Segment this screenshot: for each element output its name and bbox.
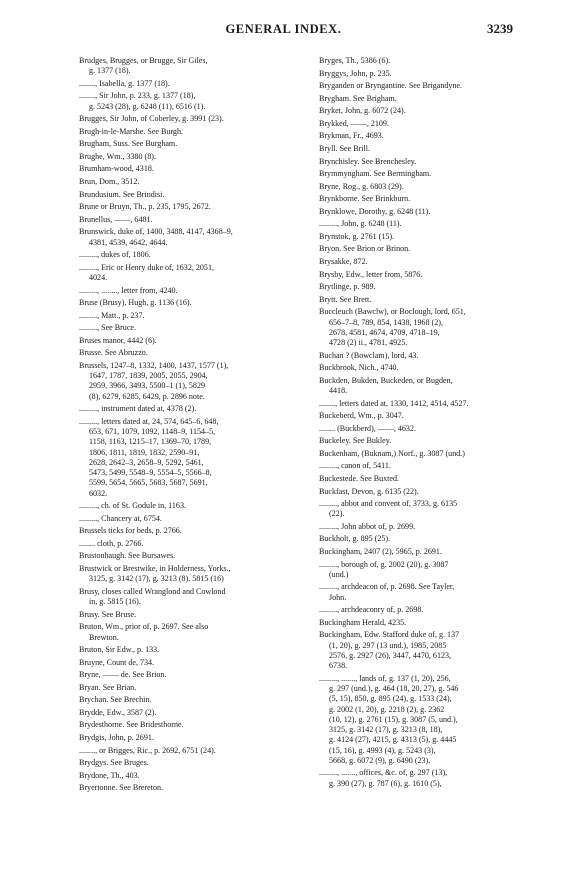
index-entry: [79, 708, 293, 718]
index-entry: [79, 417, 293, 499]
index-entry: [79, 215, 293, 225]
index-entry-headline: Buckenham, (Buknam,) Norf., g. 3087 (und.): [319, 448, 465, 458]
index-column-right: [319, 56, 533, 791]
index-entry-headline: Buckeberd, Wm., p. 3047.: [319, 411, 404, 421]
index-entry: [79, 164, 293, 174]
index-entry: [319, 436, 533, 446]
index-entry: [79, 564, 293, 585]
index-entry-headline: Buchan ? (Bowclam), lord, 43.: [319, 350, 419, 360]
index-entry: [79, 361, 293, 402]
index-entry-continuation: 656–7–8, 789, 854, 1438, 1968 (2),: [329, 317, 443, 327]
index-entry-headline: Brynkborne. See Brinkburn.: [319, 194, 411, 204]
index-entry-headline: ........., Matt., p. 237.: [79, 310, 145, 320]
index-entry-headline: Brysakke, 872.: [319, 257, 368, 266]
index-entry: [79, 695, 293, 705]
index-entry-headline: Brusse. See Abruzzo.: [79, 348, 148, 358]
index-entry-continuation: 4024.: [89, 272, 108, 282]
index-entry: [319, 499, 533, 520]
index-entry-headline: Bryne, Rog., g. 6803 (29).: [319, 181, 404, 191]
index-entry-headline: Bryges, Th., 5386 (6).: [319, 56, 391, 65]
index-entry-headline: Brytlinge, p. 989.: [319, 282, 376, 292]
index-entry: [79, 587, 293, 608]
index-entry-continuation: 3125, g. 3142 (17), g. 3213 (8, 18),: [329, 725, 443, 735]
index-entry: [319, 282, 533, 292]
index-entry-continuation: g. 4124 (27), 4215, g. 4313 (5), g. 4445: [329, 735, 457, 745]
index-entry-continuation: g. 297 (und.), g. 464 (18, 20, 27), g. 546: [329, 683, 459, 693]
index-entry-headline: ........, Sir John, p. 233, g. 1377 (18),: [79, 91, 196, 101]
index-entry: [319, 768, 533, 789]
index-entry-headline: ........., ......., lands of, g. 137 (1, 20), 256,: [319, 673, 451, 683]
index-entry: [319, 618, 533, 628]
index-entry-continuation: 1158, 1163, 1215–17, 1369–70, 1789,: [89, 437, 212, 447]
index-entry-continuation: g. 2002 (1, 20), g. 2218 (2), g. 2362: [329, 704, 445, 714]
index-entry-headline: Brussels ticks for beds, p. 2766.: [79, 526, 182, 536]
index-entry-headline: ........., borough of, g. 2002 (20), g. 3087: [319, 559, 449, 569]
index-entry: [79, 91, 293, 112]
index-entry: [319, 244, 533, 254]
index-entry-headline: Bruyne, Count de, 734.: [79, 657, 155, 667]
index-entry-headline: Buckfast, Devon, g. 6135 (22).: [319, 486, 419, 496]
index-entry: [79, 733, 293, 743]
index-entry: [79, 56, 293, 77]
index-entry-headline: Brydesthorne. See Bridesthorne.: [79, 720, 184, 730]
index-entry-continuation: 4381, 4539, 4642, 4644.: [89, 237, 168, 247]
index-entry: [79, 526, 293, 536]
index-entry-headline: Brune or Bruyn, Th., p. 235, 1795, 2672.: [79, 202, 211, 212]
index-entry-continuation: Brewton.: [89, 632, 119, 642]
index-entry: [319, 69, 533, 79]
index-entry: [319, 560, 533, 581]
index-entry-continuation: 1806, 1811, 1819, 1832, 2590–91,: [89, 447, 200, 457]
index-entry-headline: Brusy, closes called Wranglond and Cowlond: [79, 586, 226, 596]
index-entry-continuation: 4418.: [329, 386, 348, 395]
index-entry-continuation: (15, 16), g. 4993 (4), g. 5243 (3),: [329, 745, 436, 755]
index-entry-continuation: John.: [329, 592, 347, 602]
index-entry: [319, 307, 533, 348]
index-entry-continuation: 653, 671, 1079, 1092, 1148–9, 1154–5,: [89, 427, 216, 437]
index-entry: [319, 547, 533, 557]
index-entry: [319, 219, 533, 229]
index-entry-headline: ........, or Brigges, Ric., p. 2692, 6751 (24).: [79, 745, 216, 755]
index-entry-headline: ........., ch. of St. Godule in, 1163.: [79, 501, 186, 511]
index-entry-headline: Brygham. See Brigham.: [319, 93, 397, 103]
index-entry: [319, 182, 533, 192]
index-entry: [319, 487, 533, 497]
index-entry-headline: Buckeley. See Bukley.: [319, 436, 392, 446]
index-entry: [79, 250, 293, 260]
index-entry: [319, 522, 533, 532]
index-entry-headline: Brun, Dom., 3512.: [79, 177, 140, 187]
index-entry: [319, 157, 533, 167]
index-entry: [79, 348, 293, 358]
index-entry-headline: Brussels, 1247–8, 1332, 1400, 1437, 1577 (1),: [79, 360, 229, 370]
index-entry: [319, 630, 533, 671]
index-entry-continuation: (1, 20), g. 297 (13 und.), 1985, 2085: [329, 640, 447, 650]
index-entry-headline: Brymmyngham. See Bermingham.: [319, 169, 432, 179]
index-entry-headline: ........ cloth, p. 2766.: [79, 538, 144, 548]
index-entry: [79, 177, 293, 187]
index-entry: [319, 674, 533, 766]
index-entry: [319, 295, 533, 305]
index-entry-headline: Bryganden or Bryngantine. See Brigandyne.: [319, 81, 463, 91]
index-entry-headline: ........., ........, letter from, 4240.: [79, 285, 178, 295]
index-entry: [319, 131, 533, 141]
index-entry-continuation: 2678, 4581, 4674, 4709, 4718–19,: [329, 327, 440, 337]
index-entry: [319, 94, 533, 104]
index-entry: [79, 720, 293, 730]
index-entry-headline: Bruton, Sir Edw., p. 133.: [79, 645, 160, 655]
index-entry-continuation: 6738.: [329, 661, 348, 671]
index-entry: [319, 232, 533, 242]
index-entry: [79, 404, 293, 414]
index-entry-headline: Brustwick or Brestwike, in Holderness, Yorks.,: [79, 564, 231, 574]
index-entry: [79, 127, 293, 137]
index-entry: [319, 582, 533, 603]
index-entry-headline: ........., canon of, 5411.: [319, 461, 391, 471]
index-entry-headline: Brynchisley. See Brenchesley.: [319, 156, 417, 166]
index-entry-headline: ........., Eric or Henry duke of, 1632, 2051,: [79, 262, 214, 272]
index-entry-continuation: (und.): [329, 569, 349, 579]
index-entry: [79, 286, 293, 296]
index-entry-continuation: (5, 15), 850, g. 895 (24), g. 1533 (24),: [329, 694, 452, 704]
index-entry-headline: ........., John abbot of, p. 2699.: [319, 521, 416, 531]
index-entry-headline: ........., archdeaconry of, p. 2698.: [319, 605, 424, 615]
index-entry-headline: Buckbrook, Nich., 4740.: [319, 363, 399, 373]
index-entry: [79, 783, 293, 793]
index-entry: [319, 399, 533, 409]
index-entry: [319, 106, 533, 116]
index-entry: [79, 79, 293, 89]
index-entry: [79, 683, 293, 693]
index-entry-headline: Brunellus, ——, 6481.: [79, 214, 153, 224]
index-entry-continuation: in, g. 5815 (16).: [89, 597, 141, 607]
index-entry-headline: ........, letters dated at, 1330, 1412, 4514, 4527.: [319, 398, 469, 408]
index-entry-headline: Bruse (Brusy), Hugh, g. 1136 (16).: [79, 298, 192, 308]
index-entry-continuation: 5668, g. 6072 (9), g. 6490 (23).: [329, 755, 431, 765]
index-entry: [319, 474, 533, 484]
index-entry: [79, 190, 293, 200]
index-entry: [319, 363, 533, 373]
index-entry-continuation: 1647, 1787, 1839, 2005, 2055, 2904,: [89, 371, 208, 381]
index-entry-headline: Brynstok, g. 2761 (15).: [319, 231, 395, 241]
index-entry-continuation: (10, 12), g. 2761 (15), g. 3087 (5, und.),: [329, 714, 458, 724]
index-entry-headline: Brugham, Suss. See Burgham.: [79, 139, 178, 149]
index-entry-headline: Buckingham, Edw. Stafford duke of, g. 137: [319, 630, 460, 640]
index-entry: [79, 298, 293, 308]
index-entry-headline: Brynklowe, Dorothy, g. 6248 (11).: [319, 206, 431, 216]
index-entry-headline: Bruses manor, 4442 (6).: [79, 335, 157, 345]
index-entry-headline: Brustonhaugh. See Bursawes.: [79, 551, 176, 561]
index-entry-headline: Bryggys, John, p. 235.: [319, 68, 392, 78]
index-entry-headline: ........., See Bruce.: [79, 323, 136, 333]
index-entry: [319, 119, 533, 129]
index-entry-headline: Brughe, Wm., 3380 (8).: [79, 151, 156, 161]
index-entry-headline: Bryne, —— de. See Brion.: [79, 670, 167, 680]
index-entry: [79, 758, 293, 768]
index-entry: [319, 56, 533, 66]
index-entry: [79, 323, 293, 333]
index-entry-headline: Brydgis, John, p. 2691.: [79, 733, 154, 743]
index-entry: [79, 551, 293, 561]
index-entry-continuation: g. 1377 (18).: [89, 66, 131, 76]
index-entry-headline: Brykked, ——, 2109.: [319, 118, 389, 128]
index-entry-headline: Buccleuch (Bawclw), or Boclough, lord, 651,: [319, 307, 466, 317]
index-entry-headline: Buckholt, g. 895 (25).: [319, 534, 391, 544]
index-entry: [319, 605, 533, 615]
index-entry: [79, 227, 293, 248]
index-entry: [79, 645, 293, 655]
index-column-left: [79, 56, 293, 796]
index-entry: [319, 257, 533, 267]
index-entry-headline: Bryan. See Brian.: [79, 682, 137, 692]
index-entry-headline: Bryket, John, g. 6072 (24).: [319, 106, 406, 116]
index-entry-continuation: (8), 6279, 6285, 6429, p. 2896 note.: [89, 391, 205, 401]
index-entry: [319, 424, 533, 434]
index-entry-continuation: g. 5243 (28), g. 6248 (11), 6516 (1).: [89, 101, 206, 111]
index-entry: [79, 610, 293, 620]
index-entry-continuation: 3125, g. 3142 (17), g. 3213 (8). 5815 (16): [89, 574, 224, 584]
index-entry-headline: Bryertonne. See Brereton.: [79, 783, 164, 793]
index-entry-headline: ........., John, g. 6248 (11).: [319, 219, 402, 229]
index-entry-headline: Brugh-in-le-Marshe. See Burgh.: [79, 126, 183, 136]
index-entry-headline: Buckestede. See Buxted.: [319, 473, 400, 483]
index-entry-continuation: 4728 (2) ii., 4781, 4925.: [329, 338, 408, 348]
index-entry: [319, 194, 533, 204]
index-entry: [79, 514, 293, 524]
index-entry: [79, 202, 293, 212]
index-entry-continuation: 2959, 3966, 3493, 5500–1 (1), 5829: [89, 381, 206, 391]
index-entry-headline: Brugges, Sir John, of Coberley, g. 3991 (23).: [79, 114, 224, 124]
index-entry: [79, 501, 293, 511]
index-entry: [79, 746, 293, 756]
index-entry: [79, 263, 293, 284]
index-entry-continuation: 2576, g. 2927 (26), 3447, 4470, 6123,: [329, 650, 452, 660]
index-entry: [79, 539, 293, 549]
index-entry-headline: Buckingham, 2407 (2), 5965, p. 2691.: [319, 547, 442, 557]
running-title: GENERAL INDEX.: [225, 22, 342, 36]
index-entry-headline: Brytt. See Brett.: [319, 294, 372, 304]
index-entry-headline: ........ (Buckberd), ——, 4632.: [319, 423, 416, 433]
index-entry-headline: ........., abbot and convent of, 3733, g. 6135: [319, 499, 458, 509]
index-entry: [79, 771, 293, 781]
index-entry-continuation: 5599, 5654, 5665, 5683, 5687, 5691,: [89, 478, 208, 488]
index-entry-continuation: g. 390 (27), g. 787 (6), g. 1610 (5),: [329, 778, 442, 788]
index-entry: [319, 81, 533, 91]
index-entry: [79, 336, 293, 346]
index-entry: [319, 169, 533, 179]
page-number: 3239: [487, 21, 513, 36]
index-entry-headline: Brudges, Brugges, or Brugge, Sir Giles,: [79, 56, 208, 65]
index-entry-headline: Brychan. See Brechin.: [79, 695, 152, 705]
index-entry: [319, 376, 533, 397]
index-entry: [79, 152, 293, 162]
index-entry-headline: ........., Chancery at, 6754.: [79, 513, 162, 523]
index-entry: [319, 351, 533, 361]
index-entry-headline: Bruton, Wm., prior of, p. 2697. See also: [79, 622, 209, 632]
index-entry-headline: Bryon. See Brion or Brinon.: [319, 244, 411, 254]
index-entry: [319, 449, 533, 459]
index-entry-headline: Brundusium. See Brindisi.: [79, 189, 165, 199]
index-entry-headline: ........., letters dated at, 24, 574, 645–6, 648,: [79, 416, 219, 426]
index-entry-continuation: 2628, 2642–3, 2658–9, 5292, 5461,: [89, 457, 204, 467]
index-entry: [319, 144, 533, 154]
index-entry: [319, 534, 533, 544]
index-entry: [79, 622, 293, 643]
index-entry: [79, 311, 293, 321]
index-entry-headline: ........., ......., offices, &c. of, g. 297 (13),: [319, 768, 448, 778]
index-entry-continuation: 5473, 5499, 5548–9, 5554–5, 5566–8,: [89, 468, 212, 478]
index-entry-headline: Buckden, Bukden, Buckeden, or Bugden,: [319, 375, 453, 385]
index-entry: [79, 658, 293, 668]
index-entry: [79, 670, 293, 680]
index-entry: [319, 411, 533, 421]
index-entry: [319, 207, 533, 217]
index-entry-headline: ........, Isabella, g. 1377 (18).: [79, 78, 170, 88]
index-entry-headline: Brykman, Fr., 4693.: [319, 131, 384, 141]
index-entry-headline: Brydde, Edw., 3587 (2).: [79, 707, 157, 717]
index-entry-headline: Brunswick, duke of, 1400, 3488, 4147, 4368–9,: [79, 227, 233, 237]
index-entry-headline: Buckingham Herald, 4235.: [319, 617, 407, 627]
index-entry: [319, 461, 533, 471]
index-entry-headline: Brysby, Edw., letter from, 5876.: [319, 269, 423, 279]
page-header: [0, 22, 567, 42]
index-entry: [79, 139, 293, 149]
index-entry-continuation: (22).: [329, 509, 345, 519]
index-entry: [319, 270, 533, 280]
index-entry-headline: Brumham-wood, 4318.: [79, 164, 154, 174]
index-entry-headline: Brydgys. See Bruges.: [79, 758, 149, 768]
index-entry-headline: Bryll. See Brill.: [319, 143, 370, 153]
index-entry-headline: Brusy. See Bruse.: [79, 609, 137, 619]
index-entry-headline: ........., instrument dated at, 4378 (2).: [79, 404, 197, 414]
index-entry-continuation: 6032.: [89, 488, 108, 498]
index-entry-headline: ........., archdeacon of, p. 2698. See Tayler,: [319, 582, 455, 592]
index-entry: [79, 114, 293, 124]
index-entry-headline: ........., dukes of, 1806.: [79, 250, 151, 260]
index-entry-headline: Brydone, Th., 403.: [79, 770, 140, 780]
